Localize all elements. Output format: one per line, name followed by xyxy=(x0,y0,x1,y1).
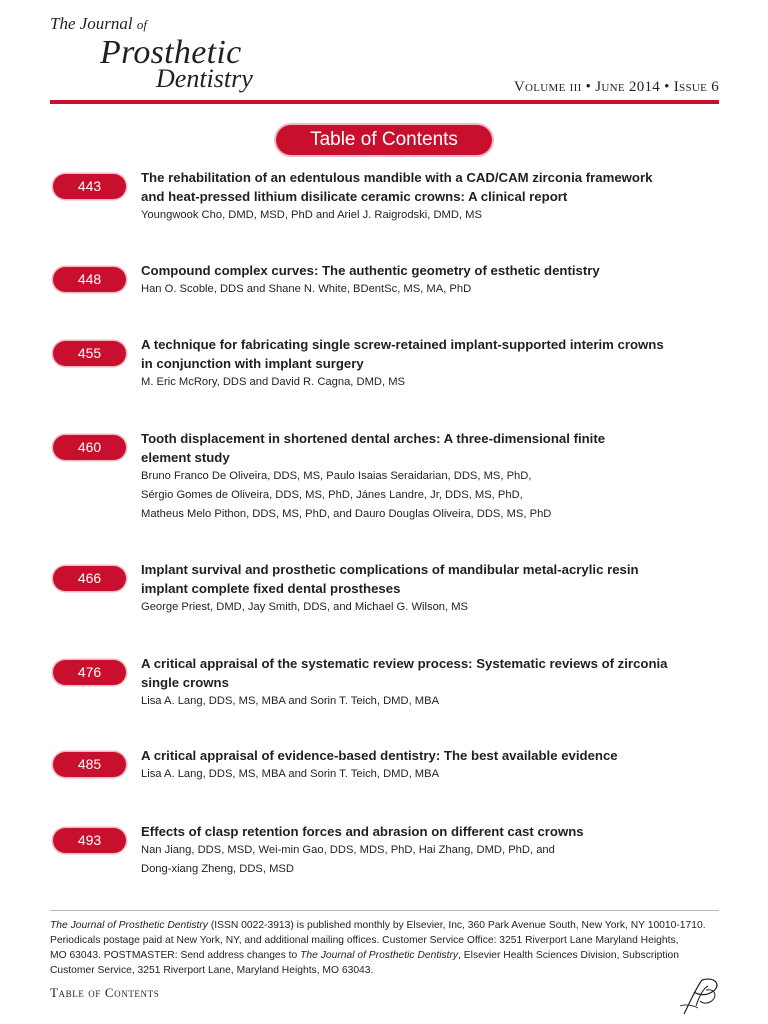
authors-line: Bruno Franco De Oliveira, DDS, MS, Paulo Isaias Seraidarian, DDS, MS, PhD, xyxy=(141,470,532,482)
article-title-line: in conjunction with implant surgery xyxy=(141,356,364,371)
authors-line: Lisa A. Lang, DDS, MS, MBA and Sorin T. Teich, DMD, MBA xyxy=(141,695,440,707)
authors-line: Lisa A. Lang, DDS, MS, MBA and Sorin T. Teich, DMD, MBA xyxy=(141,768,440,780)
authors-line: M. Eric McRory, DDS and David R. Cagna, DMD, MS xyxy=(141,376,405,388)
entry-text xyxy=(141,654,721,711)
article-title[interactable] xyxy=(141,168,721,206)
article-title-line: and heat-pressed lithium disilicate ceramic crowns: A clinical report xyxy=(141,189,568,204)
authors-line: Dong-xiang Zheng, DDS, MSD xyxy=(141,863,294,875)
article-title-line: single crowns xyxy=(141,675,229,690)
journal-monogram-logo xyxy=(676,976,724,1016)
toc-heading: Table of Contents xyxy=(276,125,492,155)
page-number-badge[interactable]: 460 xyxy=(53,435,126,460)
entry-text xyxy=(141,168,721,225)
page-number-badge[interactable]: 493 xyxy=(53,828,126,853)
page-number-badge[interactable]: 466 xyxy=(53,566,126,591)
article-title-line: A critical appraisal of the systematic review process: Systematic reviews of zirconia xyxy=(141,656,668,671)
publication-notice xyxy=(50,918,722,978)
entry-text xyxy=(141,429,721,524)
article-title-line: A technique for fabricating single screw-retained implant-supported interim crowns xyxy=(141,337,664,352)
page-number-badge[interactable]: 455 xyxy=(53,341,126,366)
footer-rule xyxy=(50,910,719,911)
notice-text: (ISSN 0022-3913) is published monthly by Elsevier, Inc, 360 Park Avenue South, New York, NY 10010-1710. xyxy=(207,920,706,931)
notice-text: , Elsevier Health Sciences Division, Subscription xyxy=(458,950,679,961)
article-title[interactable] xyxy=(141,261,721,280)
journal-name-italic: The Journal of Prosthetic Dentistry xyxy=(50,920,208,931)
journal-name-italic: The Journal of Prosthetic Dentistry xyxy=(300,950,459,961)
authors-line: Matheus Melo Pithon, DDS, MS, PhD, and Dauro Douglas Oliveira, DDS, MS, PhD xyxy=(141,508,552,520)
authors-line: Sérgio Gomes de Oliveira, DDS, MS, PhD, Jánes Landre, Jr, DDS, MS, PhD, xyxy=(141,489,523,501)
article-authors xyxy=(141,206,721,225)
article-title-line: Tooth displacement in shortened dental arches: A three-dimensional finite xyxy=(141,431,606,446)
notice-text: MO 63043. POSTMASTER: Send address changes to xyxy=(50,950,301,961)
journal-masthead xyxy=(50,12,290,98)
article-title-line: implant complete fixed dental prostheses xyxy=(141,581,401,596)
article-authors xyxy=(141,692,721,711)
entry-text xyxy=(141,335,721,392)
entry-text xyxy=(141,261,721,299)
article-title[interactable] xyxy=(141,822,721,841)
issue-line: Volume iii • June 2014 • Issue 6 xyxy=(513,79,719,95)
article-authors xyxy=(141,373,721,392)
article-title[interactable] xyxy=(141,654,721,692)
article-title-line: Implant survival and prosthetic complications of mandibular metal-acrylic resin xyxy=(141,562,639,577)
article-authors xyxy=(141,467,721,524)
article-title-line: A critical appraisal of evidence-based dentistry: The best available evidence xyxy=(141,748,618,763)
masthead-prosthetic: Prosthetic xyxy=(100,34,242,71)
authors-line: George Priest, DMD, Jay Smith, DDS, and Michael G. Wilson, MS xyxy=(141,601,469,613)
notice-text: Periodicals postage paid at New York, NY, and additional mailing offices. Customer Service Office: 3251 Riverport Lane Maryland Heights, xyxy=(50,935,679,946)
article-authors xyxy=(141,765,721,784)
authors-line: Youngwook Cho, DMD, MSD, PhD and Ariel J. Raigrodski, DMD, MS xyxy=(141,209,482,221)
article-title[interactable] xyxy=(141,429,721,467)
article-authors xyxy=(141,280,721,299)
article-title-line: Compound complex curves: The authentic geometry of esthetic dentistry xyxy=(141,263,600,278)
article-title-line: element study xyxy=(141,450,230,465)
authors-line: Han O. Scoble, DDS and Shane N. White, BDentSc, MS, MA, PhD xyxy=(141,283,472,295)
page-number-badge[interactable]: 485 xyxy=(53,752,126,777)
authors-line: Nan Jiang, DDS, MSD, Wei-min Gao, DDS, MDS, PhD, Hai Zhang, DMD, PhD, and xyxy=(141,844,555,856)
footer-section-label: Table of Contents xyxy=(50,985,160,1000)
article-title[interactable] xyxy=(141,560,721,598)
masthead-of: of xyxy=(136,17,148,32)
entry-text xyxy=(141,560,721,617)
page-number-badge[interactable]: 443 xyxy=(53,174,126,199)
article-title-line: The rehabilitation of an edentulous mandible with a CAD/CAM zirconia framework xyxy=(141,170,653,185)
entry-text xyxy=(141,822,721,879)
notice-text: Customer Service, 3251 Riverport Lane, Maryland Heights, MO 63043. xyxy=(50,965,374,976)
masthead-the: The xyxy=(50,14,76,33)
article-authors xyxy=(141,598,721,617)
page-number-badge[interactable]: 476 xyxy=(53,660,126,685)
masthead-journal: Journal xyxy=(79,14,133,33)
article-authors xyxy=(141,841,721,879)
article-title[interactable] xyxy=(141,335,721,373)
entry-text xyxy=(141,746,721,784)
header-rule xyxy=(50,100,719,104)
masthead-dentistry: Dentistry xyxy=(156,64,253,93)
masthead-line-journal xyxy=(50,14,147,34)
page-number-badge[interactable]: 448 xyxy=(53,267,126,292)
article-title[interactable] xyxy=(141,746,721,765)
article-title-line: Effects of clasp retention forces and abrasion on different cast crowns xyxy=(141,824,584,839)
